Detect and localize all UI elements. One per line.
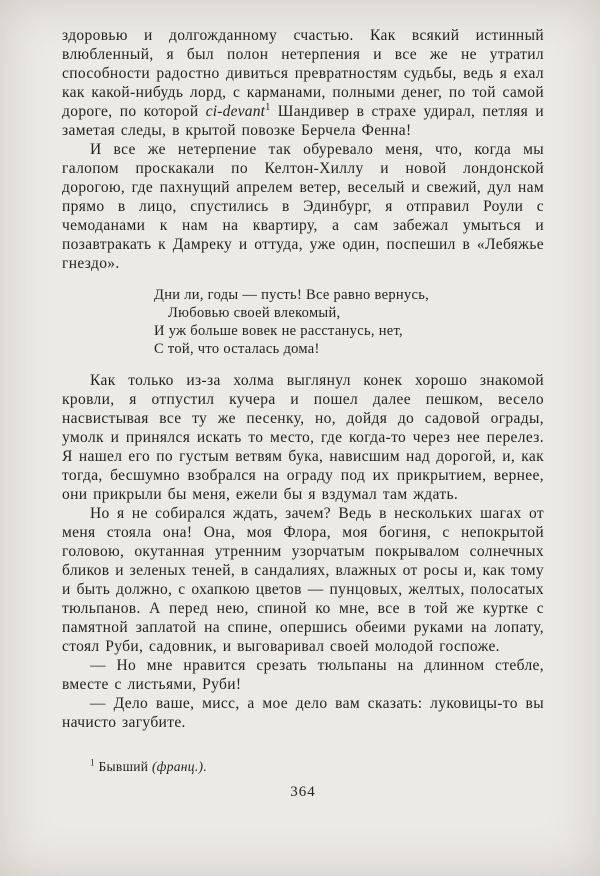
paragraph: Как только из-за холма выглянул конек хорошо знакомой кровли, я отпустил кучера и пошел далее пешком, весело насвистывая все ту же песенку, но, дойдя до садовой ограды, умолк и принялся искать то место, где когда-то через нее перелез. Я нашел его по густым ветвям бука, нависшим над дорогой, и, как тогда, бесшумно взобрался на ограду под их прикрытием, вернее, они прикрыли бы меня, ежели бы я вздумал там ждать. <box>62 372 544 503</box>
footnote-text: Бывший <box>94 759 153 774</box>
footnote-marker-ref: 1 <box>265 101 271 113</box>
paragraph-text: Шандивер в страхе удирал, петляя и заметая следы, в крытой повозке Берчела Фенна! <box>62 103 544 139</box>
dialogue-line: — Дело ваше, мисс, а мое дело вам сказать: луковицы-то вы начисто загубите. <box>62 695 544 731</box>
paragraph: И все же нетерпение так обуревало меня, что, когда мы галопом проскакали по Келтон-Хиллу и новой лондонской дорогою, где пахнущий апрелем ветер, веселый и свежий, дул нам прямо в лицо, спустились в Эдинбург, я отправил Роули с чемоданами к нам на квартиру, а сам забежал умыться и позавтракать к Дамреку и оттуда, уже один, поспешил в «Лебяжье гнездо». <box>62 141 544 272</box>
footnote-marker: 1 <box>90 757 95 768</box>
paragraph: Но я не собирался ждать, зачем? Ведь в нескольких шагах от меня стояла она! Она, моя Флора, моя богиня, с непокрытой головою, окутанная утренним узорчатым покрывалом солнечных бликов и зеленых теней, в сандалиях, влажных от росы и, как тому и быть должно, с охапкою цветов — пунцовых, желтых, полосатых тюльпанов. А перед нею, спиной ко мне, все в той же куртке с памятной заплатой на спине, опершись обеими руками на лопату, стоял Руби, садовник, и выговаривал своей молодой госпоже. <box>62 505 544 655</box>
footnote <box>62 758 544 775</box>
paragraph-text: здоровью и долгожданному счастью. Как всякий истинный влюбленный, я был полон нетерпения и все же не утратил способности радостно дивиться превратностям судьбы, ведь я ехал как какой-нибудь лорд, с карманами, полными денег, по той самой дороге, по которой <box>62 27 544 120</box>
poem <box>154 286 544 358</box>
poem-line: Дни ли, годы — пусть! Все равно вернусь, <box>154 287 430 303</box>
paragraph <box>62 26 544 140</box>
footnote-language-note: (франц.). <box>152 759 207 774</box>
page-number: 364 <box>290 784 316 800</box>
poem-line: И уж больше вовек не расстанусь, нет, <box>154 323 403 339</box>
poem-line: С той, что осталась дома! <box>154 341 320 357</box>
poem-line: Любовью своей влекомый, <box>168 305 341 321</box>
dialogue-line: — Но мне нравится срезать тюльпаны на длинном стебле, вместе с листьями, Руби! <box>62 657 544 693</box>
french-term: ci-devant <box>205 103 266 120</box>
